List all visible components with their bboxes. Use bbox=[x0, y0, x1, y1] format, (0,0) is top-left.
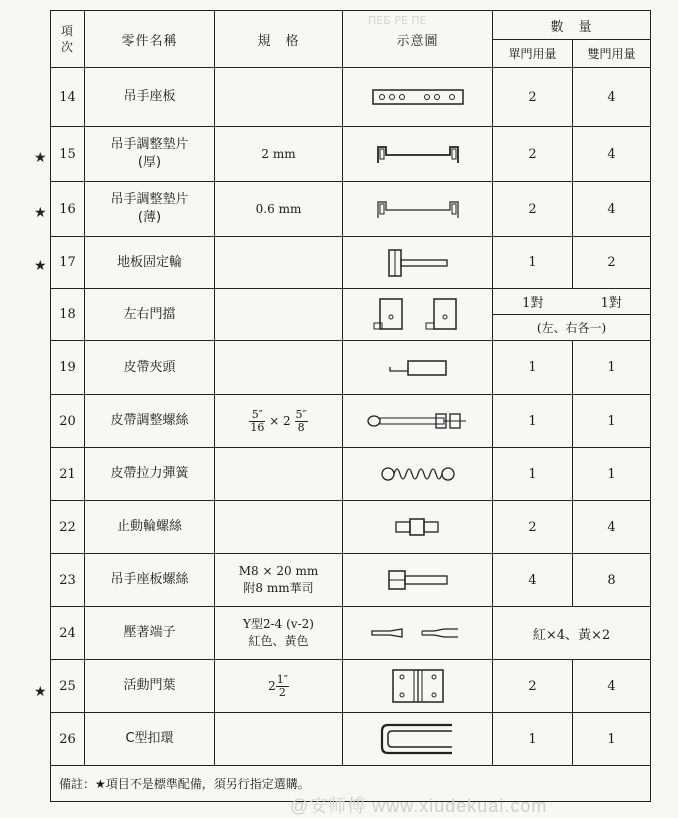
optional-star-16: ★ bbox=[34, 205, 47, 221]
row-double: 1 bbox=[573, 448, 651, 501]
row-name: 止動輪螺絲 bbox=[85, 501, 215, 554]
table-header-row bbox=[51, 11, 651, 40]
table-row bbox=[51, 501, 651, 554]
table-row bbox=[51, 713, 651, 766]
row-single: 2 bbox=[493, 501, 573, 554]
row-name bbox=[85, 127, 215, 182]
spec-fraction: $\frac{1''}{2}$ bbox=[276, 672, 288, 699]
row-qty-note: (左、右各一) bbox=[493, 315, 651, 341]
header-qty: 數 量 bbox=[493, 11, 651, 40]
hex-bolt-icon bbox=[343, 554, 493, 607]
row-name-sub: (薄) bbox=[137, 210, 162, 225]
header-name: 零件名稱 bbox=[85, 11, 215, 68]
row-no: 24 bbox=[51, 607, 85, 660]
spec-line-1: M8 × 20 mm bbox=[238, 564, 319, 578]
optional-star-15: ★ bbox=[34, 150, 47, 166]
row-double: 4 bbox=[573, 660, 651, 713]
row-spec bbox=[215, 395, 343, 448]
row-no: 26 bbox=[51, 713, 85, 766]
header-item: 項次 bbox=[51, 11, 85, 68]
row-name: 皮帶拉力彈簧 bbox=[85, 448, 215, 501]
row-name: 皮帶夾頭 bbox=[85, 341, 215, 395]
hinge-icon bbox=[343, 660, 493, 713]
spec-whole: 2 bbox=[268, 678, 276, 693]
row-double: 4 bbox=[573, 501, 651, 554]
row-double: 1對 bbox=[573, 289, 651, 315]
belt-clamp-icon bbox=[343, 341, 493, 395]
table-row bbox=[51, 289, 651, 315]
table-row bbox=[51, 182, 651, 237]
parts-table bbox=[50, 10, 651, 802]
row-no: 15 bbox=[51, 127, 85, 182]
hanger-plate-icon bbox=[343, 68, 493, 127]
spec-fraction-b: $\frac{5''}{8}$ bbox=[295, 407, 307, 434]
row-double: 4 bbox=[573, 127, 651, 182]
row-name: 吊手座板螺絲 bbox=[85, 554, 215, 607]
row-name bbox=[85, 182, 215, 237]
header-double: 雙門用量 bbox=[573, 40, 651, 68]
row-no: 14 bbox=[51, 68, 85, 127]
row-single: 2 bbox=[493, 182, 573, 237]
header-spec: 規 格 bbox=[215, 11, 343, 68]
row-no: 23 bbox=[51, 554, 85, 607]
row-no: 21 bbox=[51, 448, 85, 501]
row-spec bbox=[215, 289, 343, 341]
table-row bbox=[51, 127, 651, 182]
spec-times: × 2 bbox=[269, 413, 291, 428]
row-name: 活動門葉 bbox=[85, 660, 215, 713]
row-single: 2 bbox=[493, 68, 573, 127]
thick-shim-icon bbox=[343, 127, 493, 182]
row-name-sub: (厚) bbox=[137, 155, 162, 170]
tension-spring-icon bbox=[343, 448, 493, 501]
stop-wheel-screw-icon bbox=[343, 501, 493, 554]
row-no: 25 bbox=[51, 660, 85, 713]
table-row bbox=[51, 341, 651, 395]
adjust-bolt-icon bbox=[343, 395, 493, 448]
table-row bbox=[51, 607, 651, 660]
row-single: 1 bbox=[493, 237, 573, 289]
row-single: 1 bbox=[493, 395, 573, 448]
footer-note: 備註：★項目不是標準配備，須另行指定選購。 bbox=[51, 766, 651, 802]
row-no: 16 bbox=[51, 182, 85, 237]
spec-fraction-a: $\frac{5''}{16}$ bbox=[250, 407, 265, 434]
row-name-main: 吊手調整墊片 bbox=[110, 137, 189, 152]
row-name: 左右門擋 bbox=[85, 289, 215, 341]
spec-line-1: Y型2-4 (v-2) bbox=[243, 617, 314, 631]
row-name-main: 吊手調整墊片 bbox=[110, 192, 189, 207]
row-single: 1 bbox=[493, 448, 573, 501]
row-single: 2 bbox=[493, 127, 573, 182]
floor-roller-icon bbox=[343, 237, 493, 289]
header-single: 單門用量 bbox=[493, 40, 573, 68]
spec-line-2: 紅色、黃色 bbox=[248, 634, 309, 648]
watermark: @安师傅 www.xiudekuai.com bbox=[290, 796, 548, 816]
header-diagram: 示意圖 bbox=[343, 11, 493, 68]
row-spec: 0.6 mm bbox=[215, 182, 343, 237]
row-double: 1 bbox=[573, 341, 651, 395]
row-name: C型扣環 bbox=[85, 713, 215, 766]
row-double: 1 bbox=[573, 395, 651, 448]
row-spec bbox=[215, 713, 343, 766]
table-row bbox=[51, 660, 651, 713]
optional-star-25: ★ bbox=[34, 684, 47, 700]
row-single: 2 bbox=[493, 660, 573, 713]
row-name: 地板固定輪 bbox=[85, 237, 215, 289]
door-stopper-icon bbox=[343, 289, 493, 341]
row-double: 8 bbox=[573, 554, 651, 607]
c-ring-icon bbox=[343, 713, 493, 766]
row-spec bbox=[215, 237, 343, 289]
row-spec bbox=[215, 68, 343, 127]
optional-star-17: ★ bbox=[34, 258, 47, 274]
thin-shim-icon bbox=[343, 182, 493, 237]
row-spec bbox=[215, 554, 343, 607]
row-single: 1 bbox=[493, 713, 573, 766]
row-qty-combined: 紅×4、黃×2 bbox=[493, 607, 651, 660]
faint-header-text: ПЕБ РЕ ПЕ bbox=[368, 14, 427, 27]
row-name: 壓著端子 bbox=[85, 607, 215, 660]
row-double: 4 bbox=[573, 182, 651, 237]
row-double: 2 bbox=[573, 237, 651, 289]
row-no: 20 bbox=[51, 395, 85, 448]
row-single: 1對 bbox=[493, 289, 573, 315]
row-single: 4 bbox=[493, 554, 573, 607]
table-row bbox=[51, 554, 651, 607]
table-row bbox=[51, 395, 651, 448]
row-no: 19 bbox=[51, 341, 85, 395]
row-name: 吊手座板 bbox=[85, 68, 215, 127]
row-no: 18 bbox=[51, 289, 85, 341]
table-row bbox=[51, 68, 651, 127]
row-single: 1 bbox=[493, 341, 573, 395]
table-row bbox=[51, 237, 651, 289]
row-no: 17 bbox=[51, 237, 85, 289]
spec-line-2: 附8 mm華司 bbox=[243, 581, 314, 595]
row-name: 皮帶調整螺絲 bbox=[85, 395, 215, 448]
row-spec bbox=[215, 341, 343, 395]
row-no: 22 bbox=[51, 501, 85, 554]
row-double: 1 bbox=[573, 713, 651, 766]
row-spec bbox=[215, 501, 343, 554]
row-double: 4 bbox=[573, 68, 651, 127]
row-spec bbox=[215, 660, 343, 713]
crimp-terminal-icon bbox=[343, 607, 493, 660]
row-spec bbox=[215, 448, 343, 501]
row-spec: 2 mm bbox=[215, 127, 343, 182]
row-spec bbox=[215, 607, 343, 660]
table-row bbox=[51, 448, 651, 501]
